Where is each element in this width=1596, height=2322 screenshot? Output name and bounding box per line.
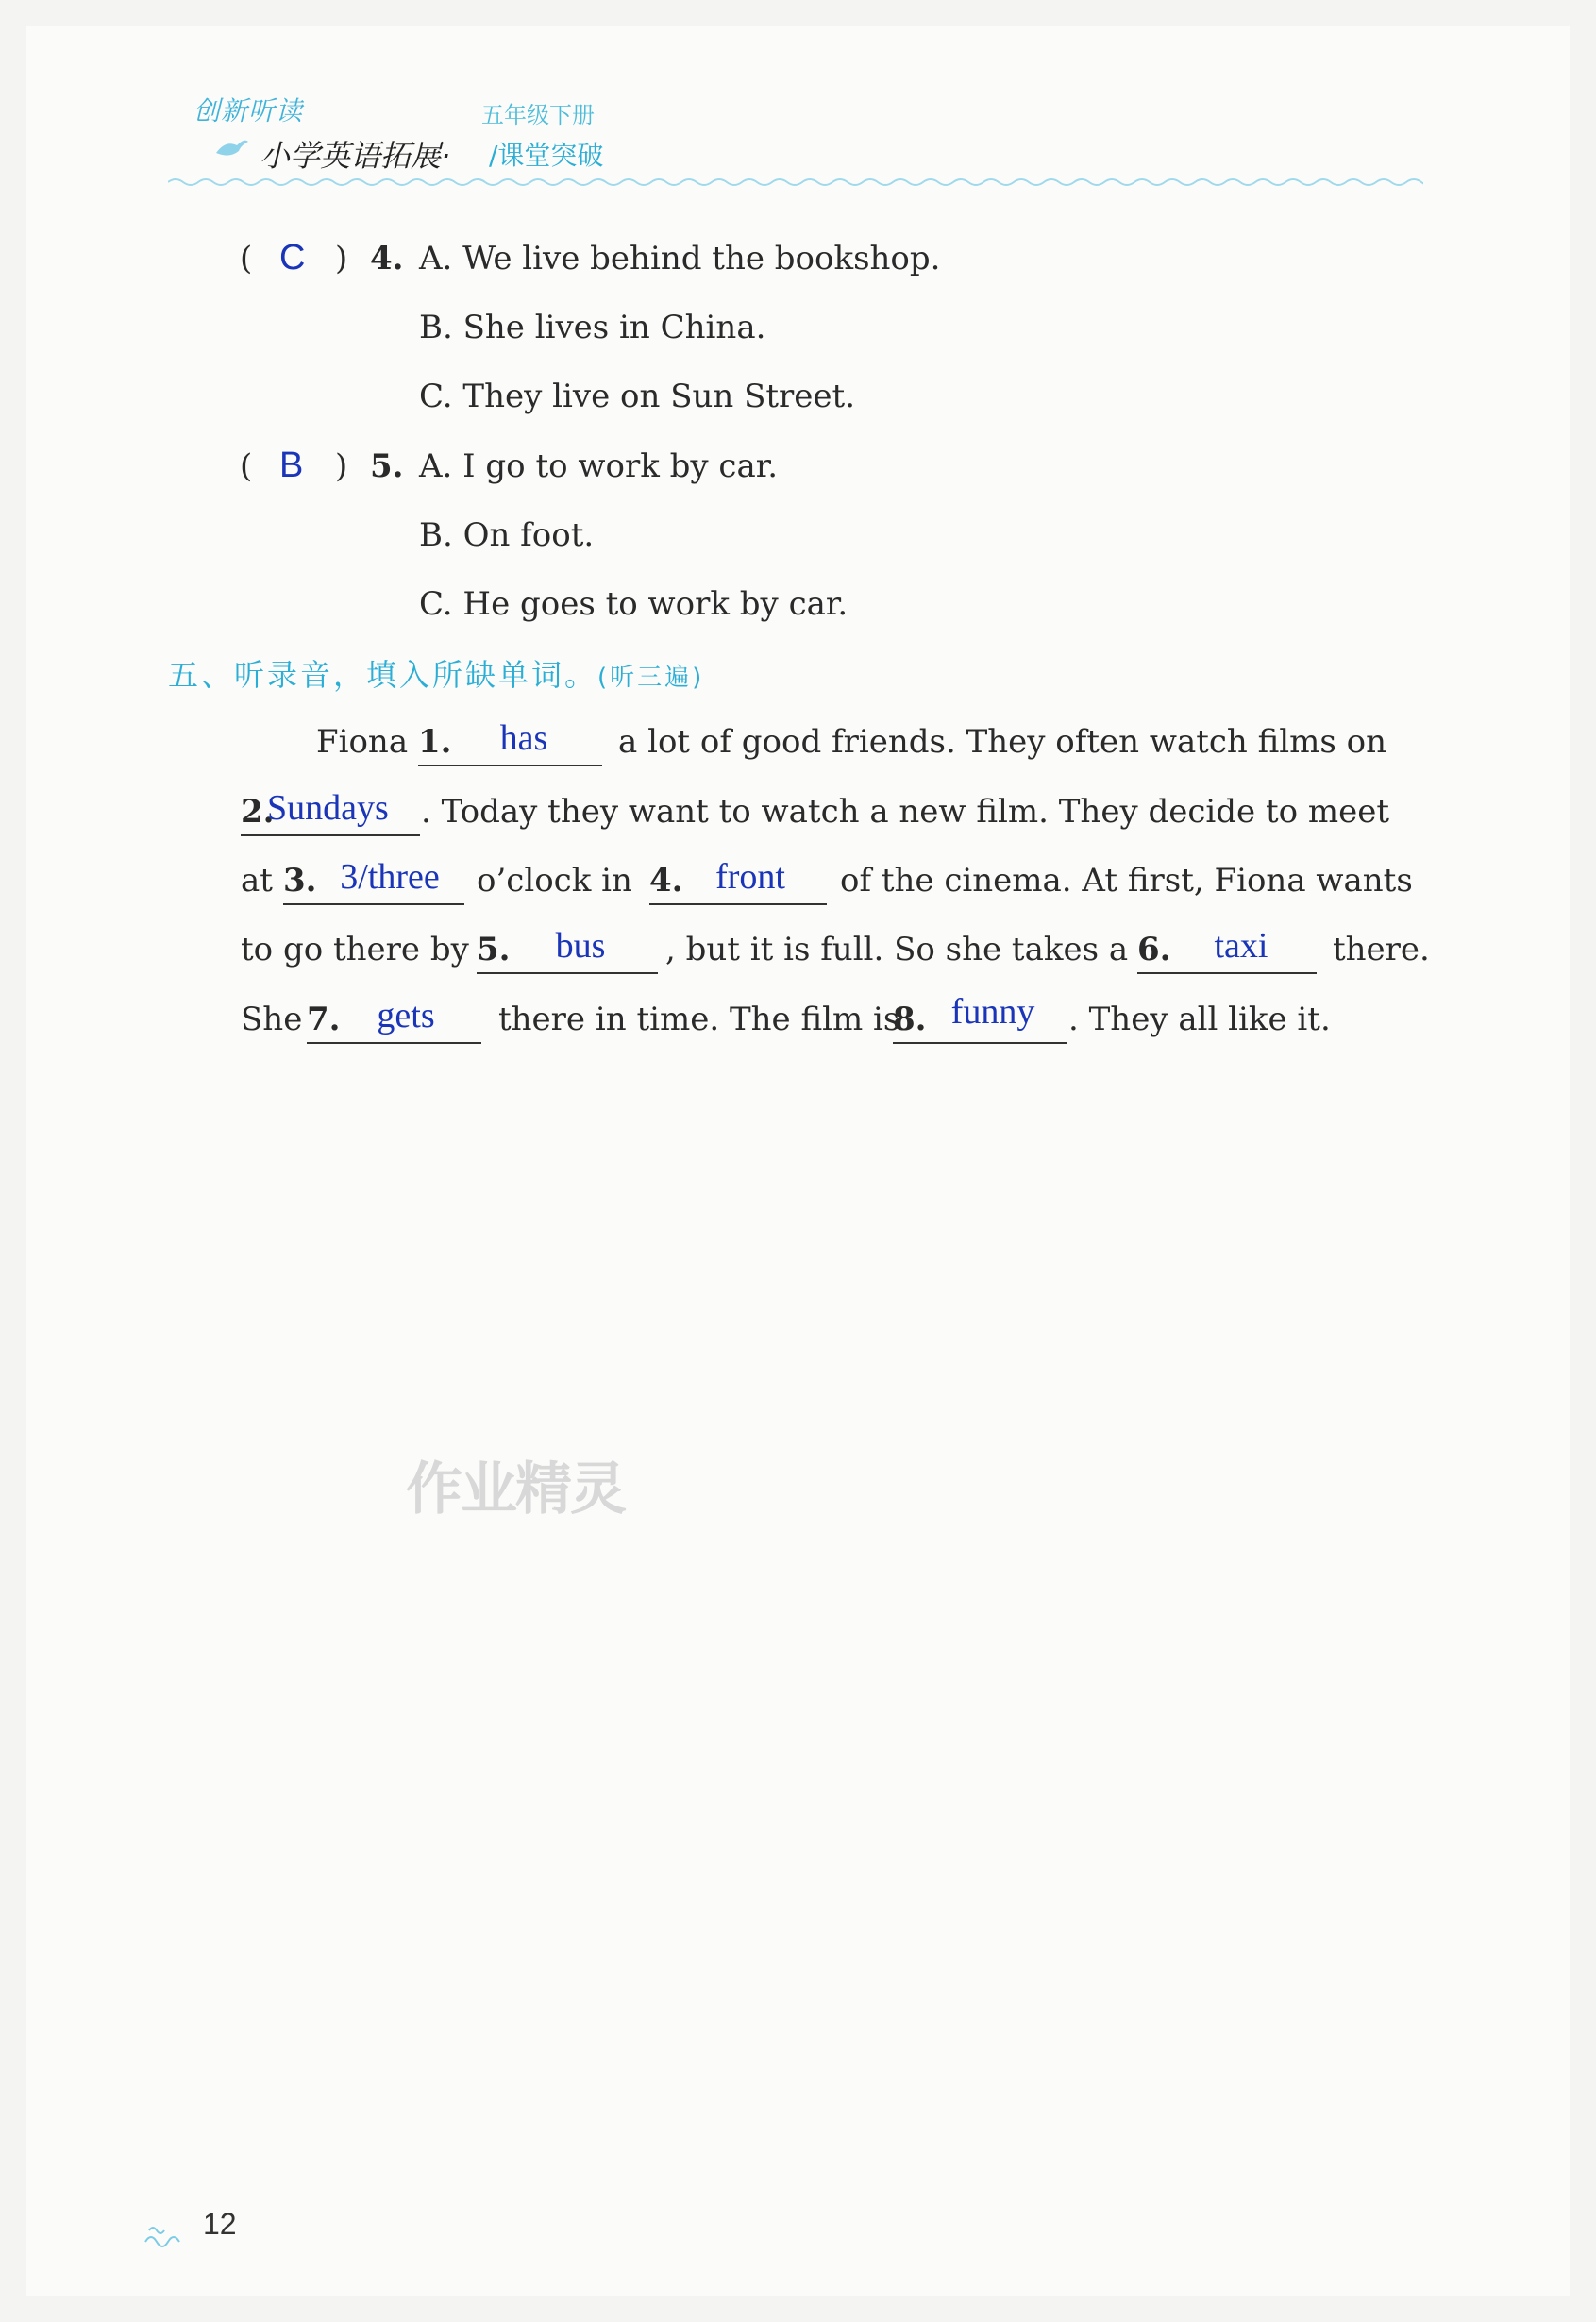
answer-paren: ( [240,447,253,485]
passage-text: , but it is full. So she takes a [665,931,1129,968]
brand-logo: 创新听读 [193,95,304,126]
option-a: A. We live behind the bookshop. [419,240,941,278]
blank-answer: 3/three [340,857,440,897]
blank-number: 2. [241,793,275,831]
blank-line [241,834,420,836]
section-heading-note: (听三遍) [597,664,705,692]
blank-answer: Sundays [267,788,389,828]
passage-text: . They all like it. [1068,1001,1331,1038]
passage-text: at [241,862,273,900]
passage-text: a lot of good friends. They often watch films on [618,723,1387,761]
blank-line [1137,972,1317,974]
passage-text: She [241,1001,303,1038]
blank-answer: gets [377,996,435,1035]
blank-number: 1. [418,723,452,761]
blank-number: 3. [283,862,317,900]
blank-answer: has [499,718,548,758]
blank-number: 5. [477,931,511,968]
option-b: B. On foot. [419,516,595,554]
blank-line [283,903,464,905]
answer-paren: ) [335,447,348,485]
passage-text: o’clock in [477,862,632,900]
blank-line [418,765,602,766]
blank-answer: funny [950,992,1035,1032]
option-c: C. They live on Sun Street. [419,378,856,415]
blank-number: 7. [307,1001,341,1038]
watermark: 作业精灵 [406,1456,625,1523]
page-number: 12 [203,2207,237,2241]
passage-text: to go there by [241,931,469,968]
passage-text: there. [1333,931,1430,968]
item-number: 5. [370,447,404,485]
footer-decoration-icon [142,2213,198,2251]
blank-answer: front [715,857,785,897]
option-b: B. She lives in China. [419,309,766,346]
passage-text: . Today they want to watch a new film. They decide to meet [421,793,1390,831]
blank-number: 4. [649,862,683,900]
book-title: 小学英语拓展· [260,138,451,174]
page [26,26,1570,2296]
passage-text: there in time. The film is [498,1001,900,1038]
blank-number: 6. [1137,931,1171,968]
answer-paren: ) [335,240,348,278]
answer-mark: B [279,446,304,485]
section-heading-text: 五、听录音，填入所缺单词。 [168,657,598,693]
header-divider [168,176,1423,189]
section-heading [168,651,704,695]
grade-label: 五年级下册 [481,102,595,128]
blank-line [477,972,658,974]
passage-text: of the cinema. At first, Fiona wants [840,862,1413,900]
blank-line [893,1042,1067,1044]
blank-answer: taxi [1214,926,1268,966]
blank-line [307,1042,481,1044]
bird-icon [212,134,250,162]
option-a: A. I go to work by car. [419,447,779,485]
section-tag: /课堂突破 [489,140,604,171]
blank-answer: bus [555,926,606,966]
blank-number: 8. [893,1001,927,1038]
item-number: 4. [370,240,404,278]
answer-mark: C [279,238,306,278]
option-c: C. He goes to work by car. [419,585,848,623]
blank-line [649,903,827,905]
passage-text: Fiona [316,723,409,761]
answer-paren: ( [240,240,253,278]
